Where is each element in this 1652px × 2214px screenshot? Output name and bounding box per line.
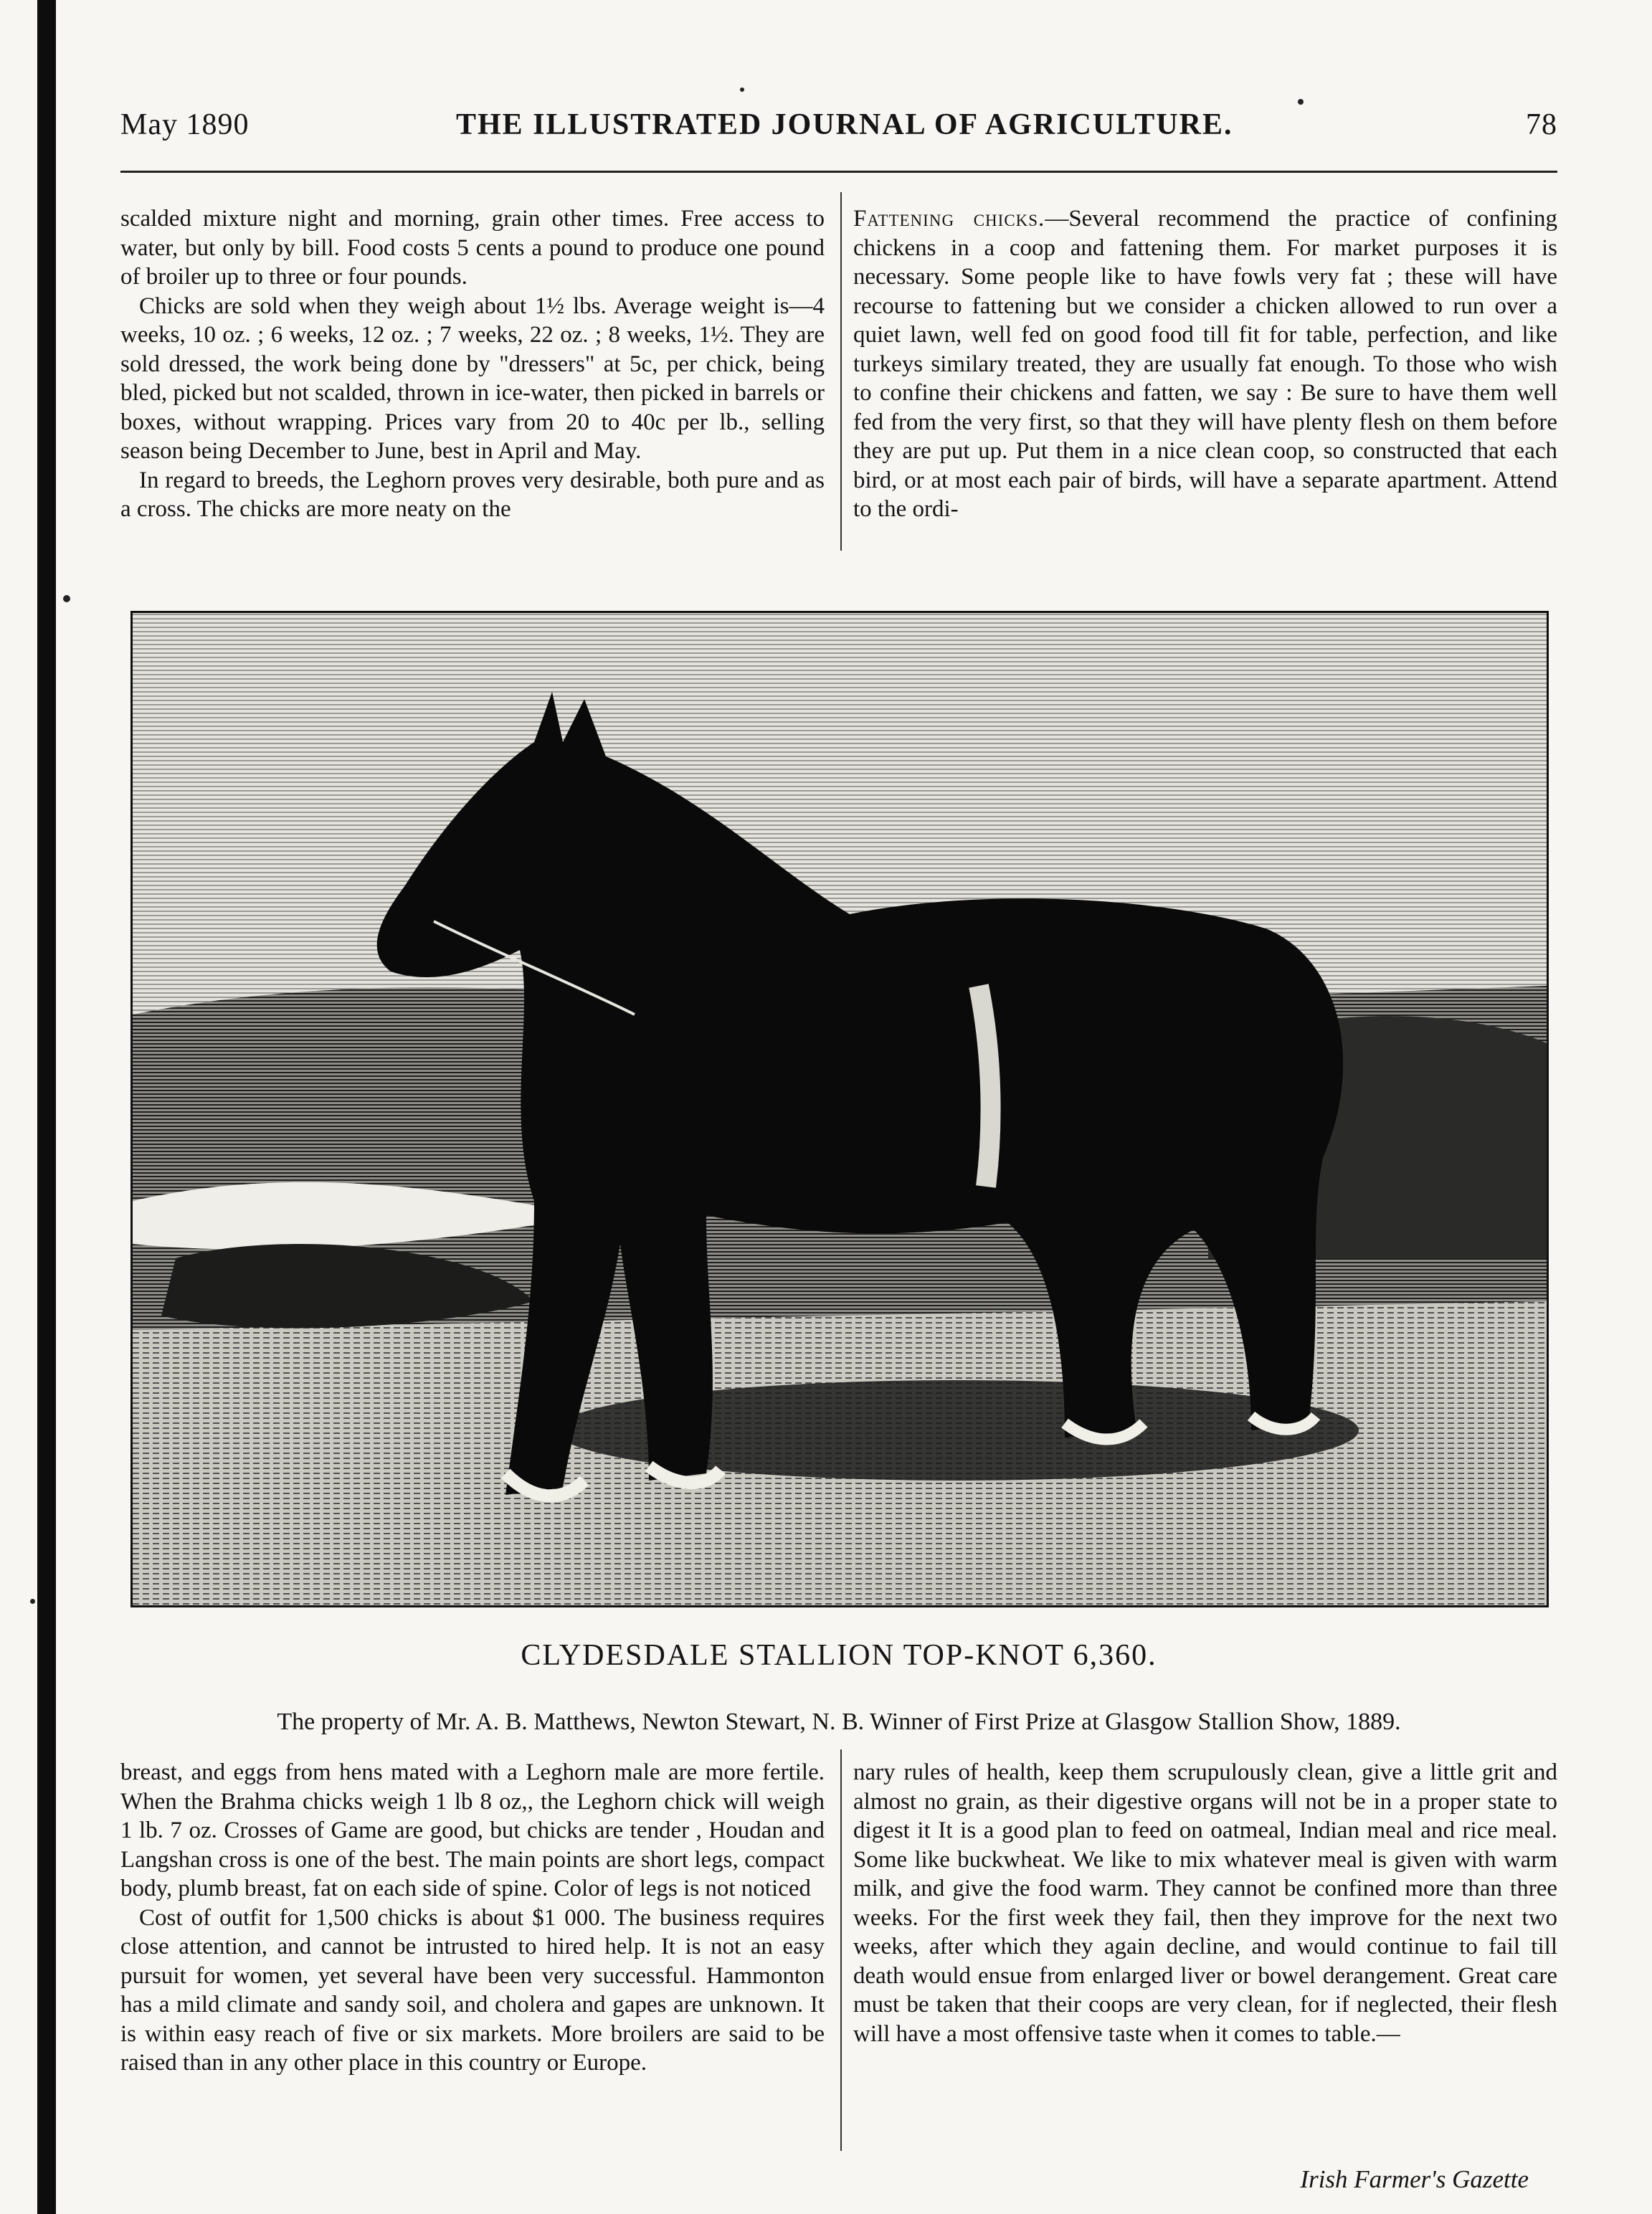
top-left-column [120,204,825,524]
figure-caption-subtitle: The property of Mr. A. B. Matthews, Newton Stewart, N. B. Winner of First Prize at Glasgow Stallion Show, 1889. [277,1709,1401,1735]
source-attribution: Irish Farmer's Gazette [1300,2165,1529,2193]
binding-edge [37,0,56,2214]
column-divider [840,1749,842,2151]
print-speck [740,87,744,92]
paragraph: —Several recommend the practice of confining chickens in a coop and fattening them. For market purposes it is necessary. Some people like to have fowls very fat ; these will have recourse to fattening but we consider a chicken allowed to run over a quiet lawn, well fed on good food till fit for table, perfection, and like turkeys similary treated, they are usually fat enough. To those who wish to confine their chickens and fatten, we say : Be sure to have them well fed from the very first, so that they will have plenty flesh on them before they are put up. Put them in a nice clean coop, so constructed that each bird, or at most each pair of birds, will have a separate apartment. Attend to the ordi- [853,206,1557,522]
paragraph: In regard to breeds, the Leghorn proves very desirable, both pure and as a cross. The chicks are more neaty on the [120,467,825,522]
page-number: 78 [1526,108,1557,141]
bottom-right-column [853,1758,1557,2048]
running-header [120,108,1557,158]
issue-date: May 1890 [120,108,250,141]
paragraph: Cost of outfit for 1,500 chicks is about $1 000. The business requires close attention, and cannot be intrusted to hired help. It is not an easy pursuit for women, yet several have been very successful. Hammonton has a mild climate and sandy soil, and cholera and gapes are unknown. It is within easy reach of five or six markets. More broilers are said to be raised than in any other place in this country or Europe. [120,1904,825,2076]
header-rule [120,171,1557,173]
paragraph: nary rules of health, keep them scrupulously clean, give a little grit and almost no grain, as their digestive organs will not be in a proper state to digest it It is a good plan to feed on oatmeal, Indian meal and rice meal. Some like buckwheat. We like to mix whatever meal is given with warm milk, and give the food warm. They cannot be confined more than three weeks. For the first week they fail, then they improve for the next two weeks, after which they again decline, and would continue to fail till death would ensue from enlarged liver or bowel derangement. Great care must be taken that their coops are very clean, for if neglected, their flesh will have a most offensive taste when it comes to table.— [853,1759,1557,2047]
journal-title: THE ILLUSTRATED JOURNAL OF AGRICULTURE. [456,108,1233,141]
engraving-clydesdale-stallion [130,611,1549,1607]
figure-caption-title: CLYDESDALE STALLION TOP-KNOT 6,360. [521,1639,1157,1672]
bottom-left-column [120,1758,825,2078]
section-lead: Fattening chicks. [853,206,1045,232]
column-divider [840,192,842,551]
paragraph: breast, and eggs from hens mated with a Leghorn male are more fertile. When the Brahma chicks weigh 1 lb 8 oz,, the Leghorn chick will weigh 1 lb. 7 oz. Crosses of Game are good, but chicks are tender , Houdan and Langshan cross is one of the best. The main points are short legs, compact body, plumb breast, fat on each side of spine. Color of legs is not noticed [120,1759,825,1901]
print-speck [30,1599,35,1604]
horse-illustration [133,613,1547,1605]
top-right-column [853,204,1557,524]
paragraph: Chicks are sold when they weigh about 1½ lbs. Average weight is—4 weeks, 10 oz. ; 6 weeks, 12 oz. ; 7 weeks, 22 oz. ; 8 weeks, 1½. They are sold dressed, the work being done by "dressers" at 5c, per chick, being bled, picked but not scalded, thrown in ice-water, then picked in barrels or boxes, without wrapping. Prices vary from 20 to 40c per lb., selling season being December to June, best in April and May. [120,293,825,464]
print-speck [1298,99,1304,105]
paragraph: scalded mixture night and morning, grain other times. Free access to water, but only by bill. Food costs 5 cents a pound to produce one pound of broiler up to three or four pounds. [120,206,825,290]
print-speck [63,595,70,602]
